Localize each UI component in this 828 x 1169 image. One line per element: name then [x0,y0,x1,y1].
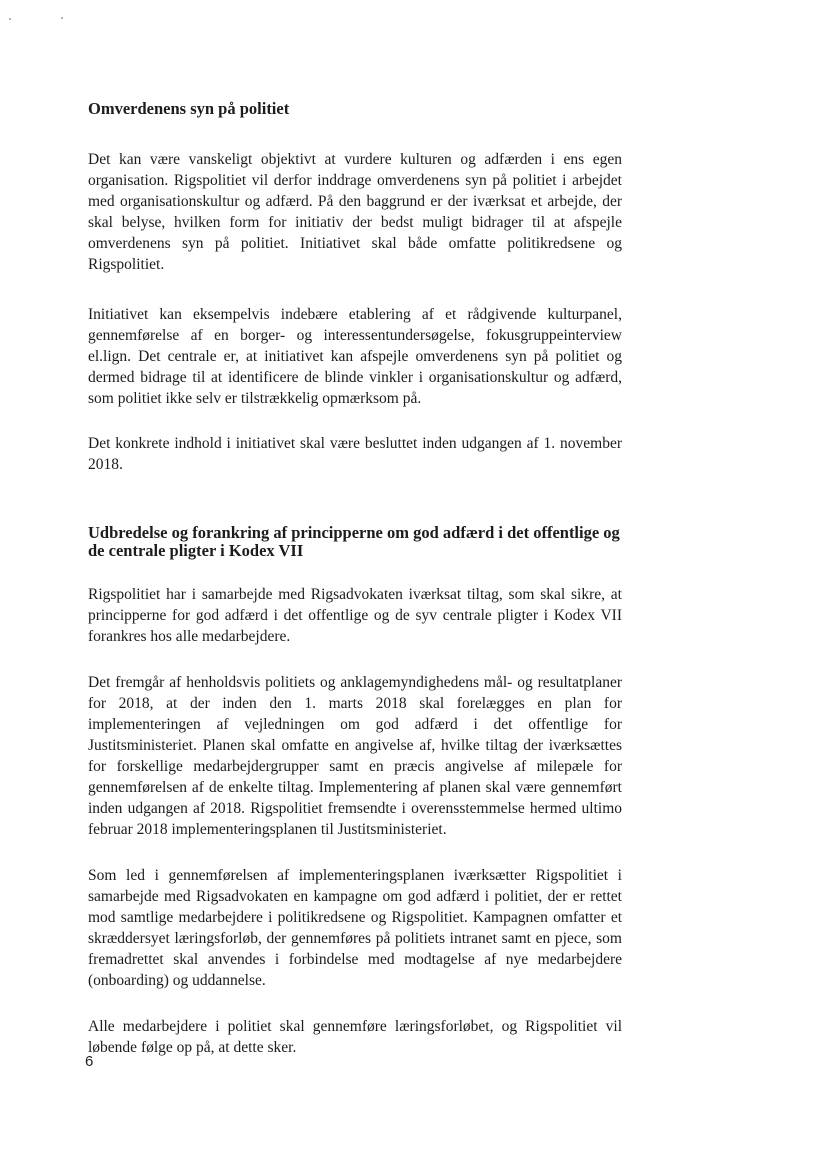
page-number: 6 [85,1053,94,1070]
paragraph: Rigspolitiet har i samarbejde med Rigsadvokaten iværksat tiltag, som skal sikre, at principperne for god adfærd i det offentlige og de syv centrale pligter i Kodex VII forankres hos alle medarbejdere. [88,586,622,645]
paragraph: Som led i gennemførelsen af implementeringsplanen iværksætter Rigspolitiet i samarbejde med Rigsadvokaten en kampagne om god adfærd i politiet, der er rettet mod samtlige medarbejdere i politikredsene og Rigspolitiet. Kampagnen omfatter et skræddersyet læringsforløb, der gennemføres på politiets intranet samt en pjece, som fremadrettet skal anvendes i forbindelse med modtagelse af nye medarbejdere (onboarding) og uddannelse. [88,867,622,989]
paragraph: Initiativet kan eksempelvis indebære etablering af et rådgivende kulturpanel, gennemførelse af en borger- og interessentundersøgelse, fokusgruppeinterview el.lign. Det centrale er, at initiativet kan afspejle omverdenens syn på politiet og dermed bidrage til at identificere de blinde vinkler i organisationskultur og adfærd, som politiet ikke selv er tilstrækkelig opmærksom på. [88,306,622,407]
paragraph: Det fremgår af henholdsvis politiets og anklagemyndighedens mål- og resultatplaner for 2018, at der inden den 1. marts 2018 skal forelægges en plan for implementeringen af vejledningen om god adfærd i det offentlige for Justitsministeriet. Planen skal omfatte en angivelse af, hvilke tiltag der iværksættes for forskellige medarbejdergrupper samt en præcis angivelse af milepæle for gennemførelsen af de enkelte tiltag. Implementering af planen skal være gennemført inden udgangen af 2018. Rigspolitiet fremsendte i overensstemmelse hermed ultimo februar 2018 implementeringsplanen til Justitsministeriet. [88,674,622,838]
section-heading-omverdenens-syn: Omverdenens syn på politiet [88,99,290,118]
document-body [88,100,622,1058]
scan-speck [61,17,63,19]
paragraph: Det konkrete indhold i initiativet skal være besluttet inden udgangen af 1. november 2018. [88,435,622,473]
section-heading-udbredelse-og-forankring: Udbredelse og forankring af principperne om god adfærd i det offentlige og de centrale pligter i Kodex VII [88,523,620,560]
scan-speck [9,18,11,20]
paragraph: Alle medarbejdere i politiet skal gennemføre læringsforløbet, og Rigspolitiet vil løbende følge op på, at dette sker. [88,1018,622,1056]
paragraph: Det kan være vanskeligt objektivt at vurdere kulturen og adfærden i ens egen organisation. Rigspolitiet vil derfor inddrage omverdenens syn på politiet i arbejdet med organisationskultur og adfærd. På den baggrund er der iværksat et arbejde, der skal belyse, hvilken form for initiativ der bedst muligt bidrager til at afspejle omverdenens syn på politiet. Initiativet skal både omfatte politikredsene og Rigspolitiet. [88,151,622,273]
